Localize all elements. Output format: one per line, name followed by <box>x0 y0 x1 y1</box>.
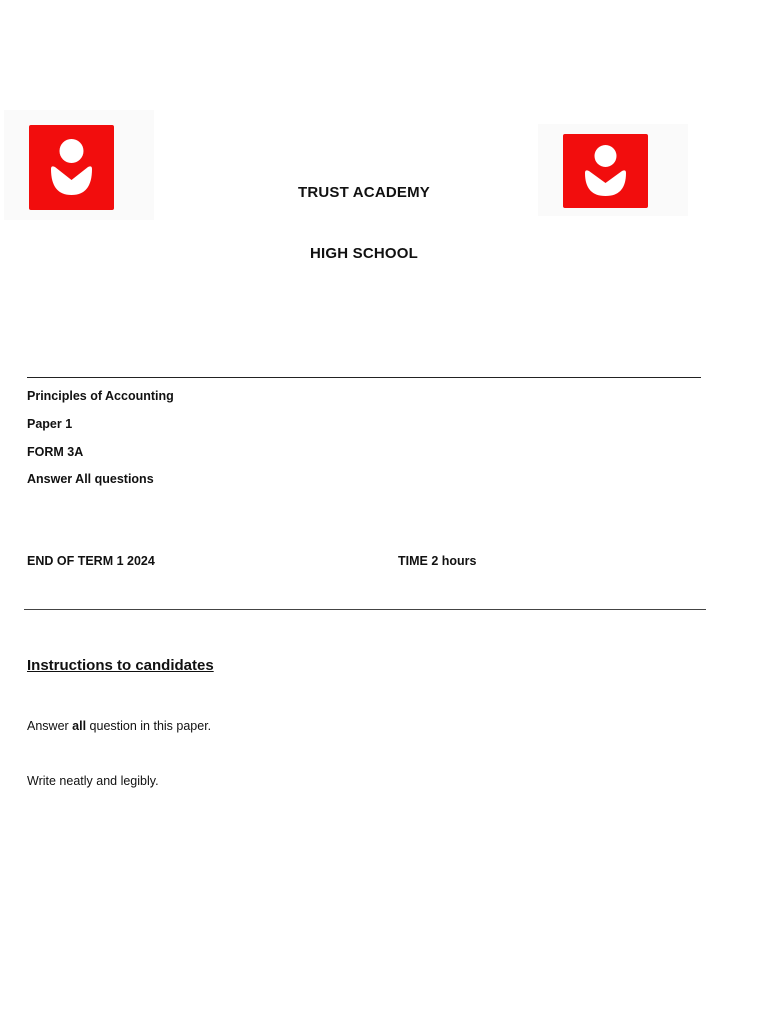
instruction-item <box>27 719 211 733</box>
school-logo-left <box>4 110 154 220</box>
term-label: END OF TERM 1 2024 <box>27 554 155 568</box>
instruction-item: Write neatly and legibly. <box>27 774 159 788</box>
paper-label: Paper 1 <box>27 417 73 431</box>
instruction-text: question in this paper. <box>86 719 212 733</box>
form-label: FORM 3A <box>27 445 84 459</box>
school-name: TRUST ACADEMY <box>297 184 431 201</box>
subject-label: Principles of Accounting <box>27 389 174 403</box>
instruction-emphasis: all <box>72 719 87 733</box>
time-label: TIME 2 hours <box>398 554 477 568</box>
directive-label: Answer All questions <box>27 472 154 486</box>
school-logo-right <box>538 124 688 216</box>
divider-top <box>27 377 701 378</box>
instruction-text: Answer <box>27 719 73 733</box>
instructions-heading: Instructions to candidates <box>27 657 214 674</box>
divider-bottom <box>24 609 706 610</box>
school-type: HIGH SCHOOL <box>309 245 419 262</box>
